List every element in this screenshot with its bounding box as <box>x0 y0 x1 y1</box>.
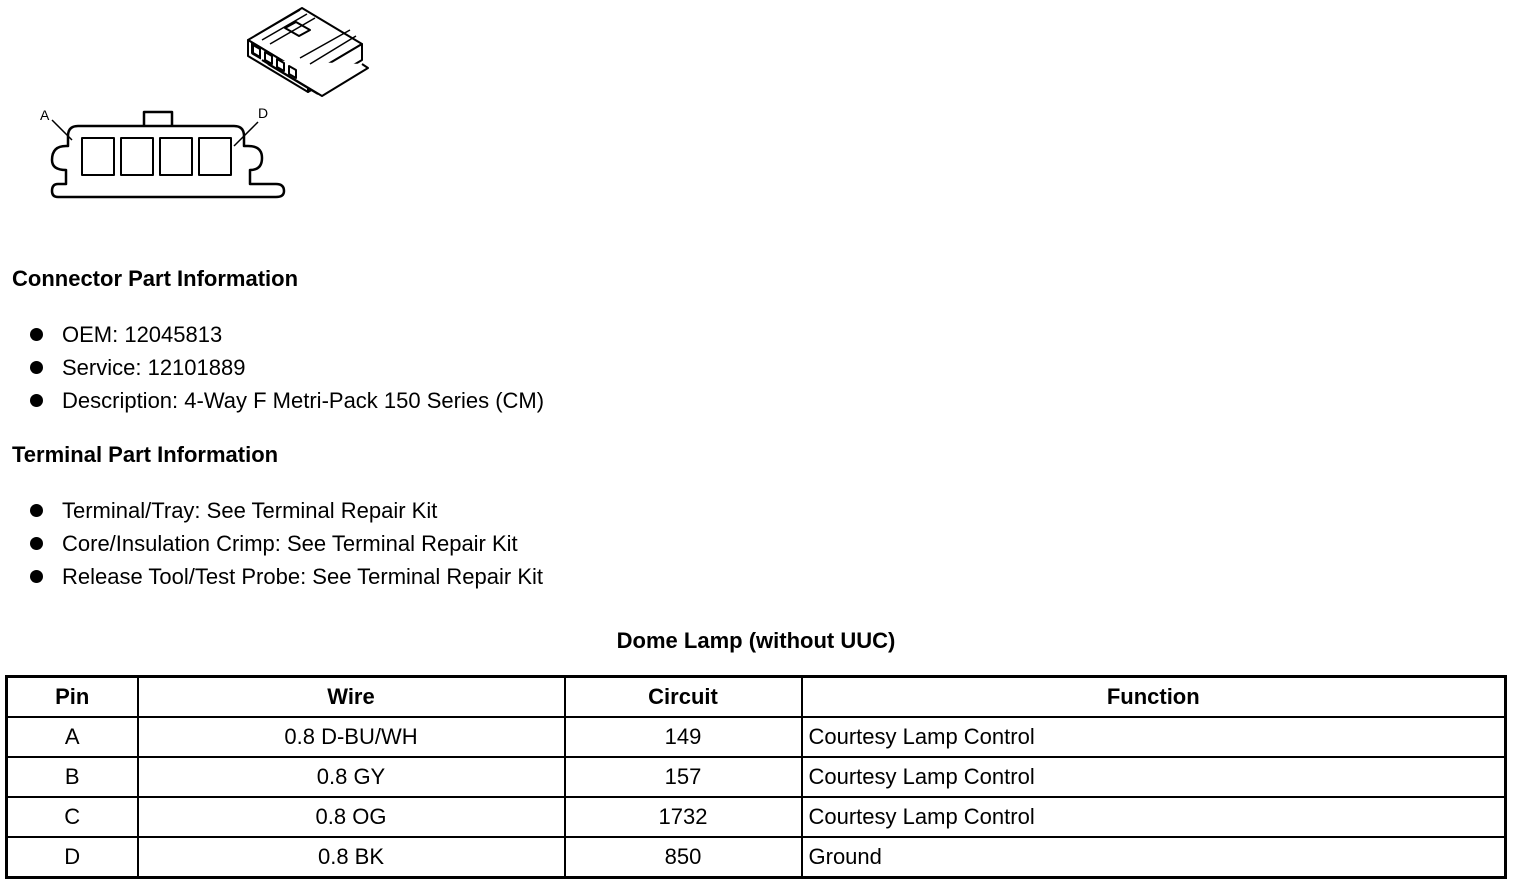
connector-diagram <box>0 0 400 215</box>
list-item: Service: 12101889 <box>28 351 544 384</box>
function-cell: Courtesy Lamp Control <box>802 757 1506 797</box>
table-header-row <box>7 677 1506 718</box>
table-row <box>7 837 1506 878</box>
table-row <box>7 717 1506 757</box>
bullet-icon <box>30 504 43 517</box>
bullet-icon <box>30 328 43 341</box>
wire-cell: 0.8 D-BU/WH <box>138 717 565 757</box>
bullet-icon <box>30 394 43 407</box>
list-item: Description: 4-Way F Metri-Pack 150 Series (CM) <box>28 384 544 417</box>
table-caption: Dome Lamp (without UUC) <box>616 628 896 653</box>
table-row <box>7 757 1506 797</box>
pin-cell: B <box>7 757 138 797</box>
terminal-part-info-list <box>28 494 543 593</box>
pin-cell: A <box>7 717 138 757</box>
list-item: Release Tool/Test Probe: See Terminal Repair Kit <box>28 560 543 593</box>
circuit-cell: 850 <box>565 837 802 878</box>
pin-a-label: A <box>40 107 50 123</box>
bullet-icon <box>30 570 43 583</box>
circuit-cell: 1732 <box>565 797 802 837</box>
circuit-cell: 157 <box>565 757 802 797</box>
wire-cell: 0.8 OG <box>138 797 565 837</box>
list-item: OEM: 12045813 <box>28 318 544 351</box>
connector-face-view <box>52 112 284 197</box>
terminal-part-info-heading: Terminal Part Information <box>12 442 279 467</box>
list-item: Core/Insulation Crimp: See Terminal Repair Kit <box>28 527 543 560</box>
column-header-pin: Pin <box>7 677 138 718</box>
function-cell: Courtesy Lamp Control <box>802 797 1506 837</box>
function-cell: Courtesy Lamp Control <box>802 717 1506 757</box>
pin-cell: C <box>7 797 138 837</box>
pinout-table <box>5 675 1507 879</box>
wire-cell: 0.8 GY <box>138 757 565 797</box>
connector-part-info-list <box>28 318 544 417</box>
connector-part-info-heading: Connector Part Information <box>12 266 299 291</box>
table-row <box>7 797 1506 837</box>
circuit-cell: 149 <box>565 717 802 757</box>
list-item: Terminal/Tray: See Terminal Repair Kit <box>28 494 543 527</box>
bullet-icon <box>30 537 43 550</box>
wire-cell: 0.8 BK <box>138 837 565 878</box>
column-header-wire: Wire <box>138 677 565 718</box>
pin-cell: D <box>7 837 138 878</box>
bullet-icon <box>30 361 43 374</box>
column-header-function: Function <box>802 677 1506 718</box>
connector-isometric-icon <box>248 8 368 96</box>
function-cell: Ground <box>802 837 1506 878</box>
column-header-circuit: Circuit <box>565 677 802 718</box>
pin-d-label: D <box>258 105 269 121</box>
